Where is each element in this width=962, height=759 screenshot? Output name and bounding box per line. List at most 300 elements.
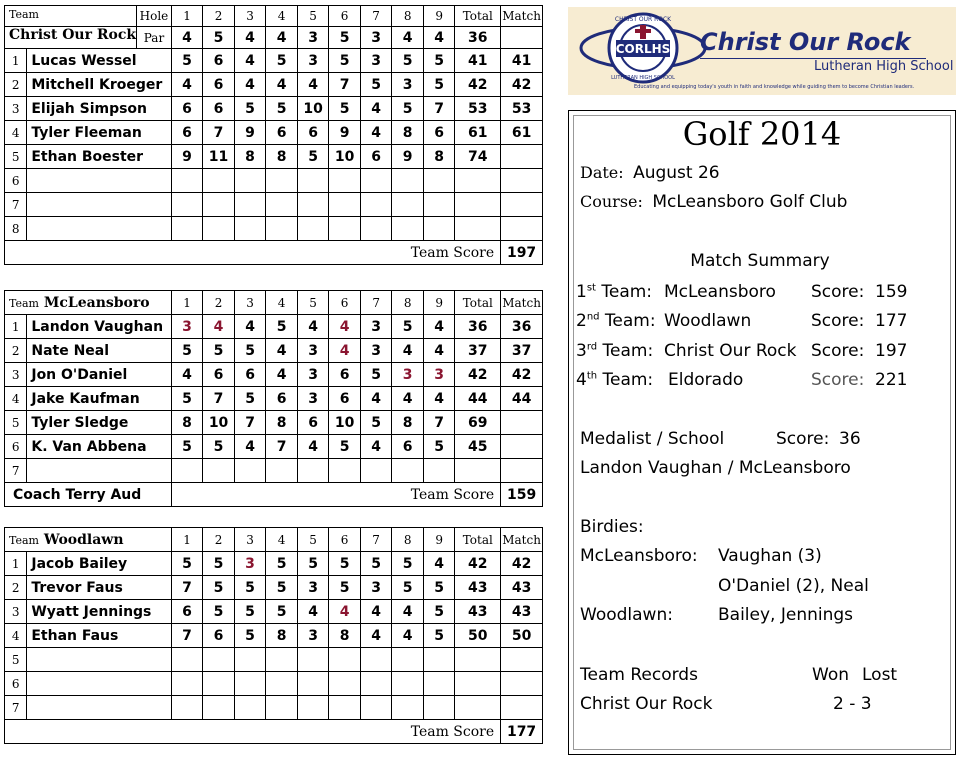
hole-score: 5 [171,339,203,363]
hole-score [171,672,203,696]
hole-number: 1 [171,291,203,315]
player-match [501,217,543,241]
hole-score [234,193,266,217]
records-label: Team Records [580,665,698,685]
hole-score: 5 [423,600,455,624]
team-label: Team [9,533,39,547]
hole-score: 6 [171,97,203,121]
hole-score [392,169,424,193]
record-value: 2 - 3 [833,694,872,714]
player-total: 42 [455,552,501,576]
hole-score: 5 [423,49,455,73]
player-total [455,459,501,483]
player-name: Landon Vaughan [27,315,171,339]
hole-score [360,193,392,217]
hole-score: 5 [423,576,455,600]
hole-number: 6 [329,6,361,27]
medalist-value: Landon Vaughan / McLeansboro [580,458,851,478]
hole-score: 6 [266,121,298,145]
player-total: 45 [455,435,501,459]
hole-score: 4 [392,387,424,411]
player-total: 42 [455,363,501,387]
player-total: 37 [455,339,501,363]
hole-score [360,459,392,483]
player-row [5,696,543,720]
hole-score: 10 [329,411,361,435]
player-match: 44 [501,387,543,411]
hole-score [392,648,424,672]
player-row [5,339,543,363]
match-header: Match [501,291,543,315]
hole-score: 5 [392,97,424,121]
hole-score: 5 [266,49,298,73]
place-team: Woodlawn [664,311,752,331]
place-suffix: th [586,370,598,382]
hole-score: 5 [297,145,329,169]
place-label: Team: [602,370,654,390]
hole-score [392,217,424,241]
hole-score: 4 [297,73,329,97]
row-number: 6 [5,435,27,459]
team-score-label: Team Score [171,483,500,507]
hole-score: 4 [423,387,455,411]
place-label: Team: [604,311,656,331]
player-match: 43 [501,600,543,624]
hole-score: 5 [234,600,266,624]
hole-number: 6 [329,291,361,315]
place-team: Christ Our Rock [664,341,797,361]
medalist-label: Medalist / School [580,429,725,449]
player-match: 61 [501,121,543,145]
hole-number: 4 [266,528,298,552]
player-total [455,193,501,217]
birdie-school: Woodlawn: [580,605,673,625]
hole-number: 3 [234,291,266,315]
hole-score: 3 [297,339,329,363]
hole-score: 8 [392,411,424,435]
player-name [27,648,171,672]
hole-score: 8 [234,145,266,169]
match-header: Match [501,528,543,552]
player-row [5,363,543,387]
hole-score: 3 [297,576,329,600]
place-label: Team: [601,282,653,302]
hole-score: 9 [171,145,203,169]
hole-score: 8 [423,145,455,169]
total-header: Total [455,6,501,27]
hole-score: 4 [360,624,392,648]
team-score: 197 [501,241,543,265]
hole-score [329,648,361,672]
player-name: Ethan Boester [27,145,171,169]
course-label: Course: [580,192,643,211]
player-match [501,648,543,672]
hole-score: 8 [266,145,298,169]
player-name: Tyler Fleeman [27,121,171,145]
hole-score: 10 [329,145,361,169]
player-row [5,411,543,435]
hole-score: 7 [171,576,203,600]
hole-score [392,696,424,720]
hole-score: 5 [423,624,455,648]
hole-score [329,459,361,483]
player-row [5,49,543,73]
hole-score [234,696,266,720]
hole-score [423,193,455,217]
birdie-score: 3 [234,552,266,576]
hole-number: 3 [234,6,266,27]
player-total: 43 [455,576,501,600]
player-name [27,169,171,193]
team-name: McLeansboro [43,294,150,311]
player-row [5,576,543,600]
hole-score: 4 [234,315,266,339]
hole-score [266,672,298,696]
hole-score: 4 [297,600,329,624]
team-header [5,6,137,27]
hole-score [266,217,298,241]
player-name: Jon O'Daniel [27,363,171,387]
place-suffix: st [586,282,596,294]
par-value: 4 [423,27,455,49]
team-header [5,291,172,315]
player-match [501,672,543,696]
row-number: 4 [5,387,27,411]
hole-score: 4 [297,435,329,459]
row-number: 4 [5,624,27,648]
place-row [576,282,652,302]
hole-score: 5 [234,576,266,600]
row-number: 5 [5,145,27,169]
hole-score: 6 [203,49,235,73]
hole-score: 4 [423,552,455,576]
hole-score [360,696,392,720]
birdie-score: 4 [329,315,361,339]
player-total [455,648,501,672]
hole-number: 2 [203,528,235,552]
hole-score: 3 [297,49,329,73]
place-row [576,370,653,390]
player-rows [5,315,543,483]
place-team: McLeansboro [664,282,776,302]
hole-score [423,217,455,241]
hole-score [297,217,329,241]
player-row [5,387,543,411]
player-match: 42 [501,73,543,97]
hole-score: 5 [360,73,392,97]
hole-score: 4 [360,435,392,459]
match-summary-heading: Match Summary [690,251,830,271]
player-rows [5,552,543,720]
player-total: 69 [455,411,501,435]
player-name: Lucas Wessel [27,49,171,73]
birdie-players: O'Daniel (2), Neal [718,576,869,596]
date-label: Date: [580,163,624,182]
hole-number: 9 [423,528,455,552]
place-score-label: Score: [811,370,865,390]
player-match: 36 [501,315,543,339]
hole-score: 7 [423,411,455,435]
row-number: 6 [5,672,27,696]
hole-score [329,193,361,217]
team-header [5,528,172,552]
player-total [455,672,501,696]
place-row [576,311,656,331]
date-value: August 26 [633,163,720,183]
school-name: Christ Our Rock [700,28,911,56]
hole-number: 1 [171,528,203,552]
hole-score: 11 [203,145,235,169]
school-subname: Lutheran High School [814,59,954,74]
player-match [501,435,543,459]
team-score: 177 [501,720,543,744]
player-total: 43 [455,600,501,624]
match-header: Match [501,6,543,27]
hole-score [392,459,424,483]
player-match [501,696,543,720]
hole-score: 5 [171,49,203,73]
hole-score [423,648,455,672]
hole-number: 5 [297,528,329,552]
hole-score: 6 [234,363,266,387]
player-total: 50 [455,624,501,648]
player-total: 36 [455,315,501,339]
date-row [580,163,720,183]
row-number: 4 [5,121,27,145]
hole-score: 6 [203,73,235,97]
hole-score: 5 [203,552,235,576]
par-value: 3 [297,27,329,49]
birdie-players: Bailey, Jennings [718,605,854,625]
hole-score [203,672,235,696]
row-number: 5 [5,648,27,672]
team-score-label: Team Score [5,720,501,744]
hole-score: 5 [234,387,266,411]
place-score: 197 [875,341,908,361]
player-row [5,435,543,459]
player-name: Jake Kaufman [27,387,171,411]
player-match: 53 [501,97,543,121]
player-row [5,121,543,145]
hole-score: 8 [329,624,361,648]
hole-score: 4 [360,121,392,145]
hole-number: 7 [360,291,392,315]
place-score-label: Score: [811,311,865,331]
player-match [501,193,543,217]
hole-score [171,217,203,241]
player-total: 44 [455,387,501,411]
player-match: 50 [501,624,543,648]
hole-number: 4 [266,291,298,315]
player-name: Mitchell Kroeger [27,73,171,97]
hole-score [203,459,235,483]
row-number: 2 [5,339,27,363]
place-score: 221 [875,370,908,390]
player-rows [5,49,543,241]
row-number: 1 [5,315,27,339]
player-match [501,145,543,169]
row-number: 3 [5,97,27,121]
player-row [5,459,543,483]
player-name: Jacob Bailey [27,552,171,576]
hole-score [234,648,266,672]
player-match [501,411,543,435]
player-total: 61 [455,121,501,145]
place-score: 177 [875,311,908,331]
hole-score: 7 [329,73,361,97]
player-total [455,217,501,241]
hole-score [297,459,329,483]
birdies-label: Birdies: [580,517,644,537]
hole-score [234,169,266,193]
player-total [455,169,501,193]
hole-score [329,696,361,720]
hole-score [297,672,329,696]
hole-score [171,169,203,193]
hole-score: 4 [392,624,424,648]
hole-score: 5 [234,624,266,648]
hole-score [171,459,203,483]
hole-score: 6 [392,435,424,459]
par-label: Par [137,27,172,49]
hole-score: 6 [329,363,361,387]
hole-score: 9 [392,145,424,169]
hole-score [266,169,298,193]
lost-label: Lost [862,665,898,685]
place-number: 3 [576,341,587,361]
hole-score: 3 [360,315,392,339]
place-suffix: nd [586,311,600,323]
hole-score: 4 [423,315,455,339]
hole-score: 3 [392,73,424,97]
player-row [5,97,543,121]
hole-score [171,648,203,672]
row-number: 7 [5,696,27,720]
hole-number: 5 [297,291,329,315]
hole-number: 8 [392,291,424,315]
player-row [5,672,543,696]
birdie-score: 4 [329,339,361,363]
hole-number: 8 [392,6,424,27]
total-header: Total [455,528,501,552]
birdie-score: 3 [171,315,203,339]
player-match: 42 [501,363,543,387]
hole-score: 5 [203,339,235,363]
scorecard-christ-our-rock [4,5,543,265]
player-row [5,624,543,648]
hole-score: 5 [360,411,392,435]
birdie-score: 4 [203,315,235,339]
player-total: 42 [455,73,501,97]
hole-score [203,217,235,241]
hole-score: 5 [392,315,424,339]
hole-score: 7 [171,624,203,648]
hole-score: 4 [266,339,298,363]
par-value: 5 [329,27,361,49]
hole-score: 3 [360,49,392,73]
player-total: 74 [455,145,501,169]
player-name [27,193,171,217]
hole-score: 5 [360,363,392,387]
hole-score: 5 [423,73,455,97]
team-label: Team [9,8,39,21]
row-number: 8 [5,217,27,241]
row-number: 1 [5,552,27,576]
par-value: 4 [171,27,203,49]
player-match: 37 [501,339,543,363]
hole-score [234,217,266,241]
hole-score [234,459,266,483]
hole-score [203,169,235,193]
hole-score: 5 [423,435,455,459]
hole-score [423,459,455,483]
hole-score [297,696,329,720]
hole-score [266,459,298,483]
hole-score: 6 [203,624,235,648]
player-row [5,648,543,672]
hole-score [203,193,235,217]
won-label: Won [812,665,849,685]
hole-score: 4 [297,315,329,339]
hole-score [266,193,298,217]
row-number: 3 [5,600,27,624]
hole-score: 6 [360,145,392,169]
row-number: 7 [5,193,27,217]
hole-number: 9 [423,6,455,27]
hole-number: 7 [360,528,392,552]
hole-score [266,696,298,720]
place-team: Eldorado [668,370,744,390]
hole-score [266,648,298,672]
hole-score [297,169,329,193]
hole-score [171,696,203,720]
hole-score [297,193,329,217]
par-value: 4 [392,27,424,49]
player-row [5,315,543,339]
par-value: 4 [266,27,298,49]
hole-score: 6 [297,411,329,435]
hole-score: 5 [392,552,424,576]
hole-score: 8 [171,411,203,435]
hole-score: 4 [171,363,203,387]
player-row [5,193,543,217]
hole-score: 6 [423,121,455,145]
player-name [27,696,171,720]
place-number: 4 [576,370,587,390]
player-name: Tyler Sledge [27,411,171,435]
hole-score: 9 [329,121,361,145]
par-value: 5 [203,27,235,49]
medalist-score: 36 [839,429,861,449]
hole-score: 10 [297,97,329,121]
logo-divider [700,58,926,59]
school-logo-banner [568,7,956,95]
hole-score: 7 [423,97,455,121]
hole-score [203,648,235,672]
player-row [5,217,543,241]
hole-score: 5 [329,97,361,121]
hole-score: 5 [329,49,361,73]
hole-score: 5 [392,576,424,600]
player-match: 42 [501,552,543,576]
place-number: 2 [576,311,587,331]
player-name: Trevor Faus [27,576,171,600]
hole-score: 5 [234,339,266,363]
player-name [27,217,171,241]
hole-score: 8 [266,411,298,435]
hole-score: 6 [329,387,361,411]
hole-score: 4 [234,49,266,73]
